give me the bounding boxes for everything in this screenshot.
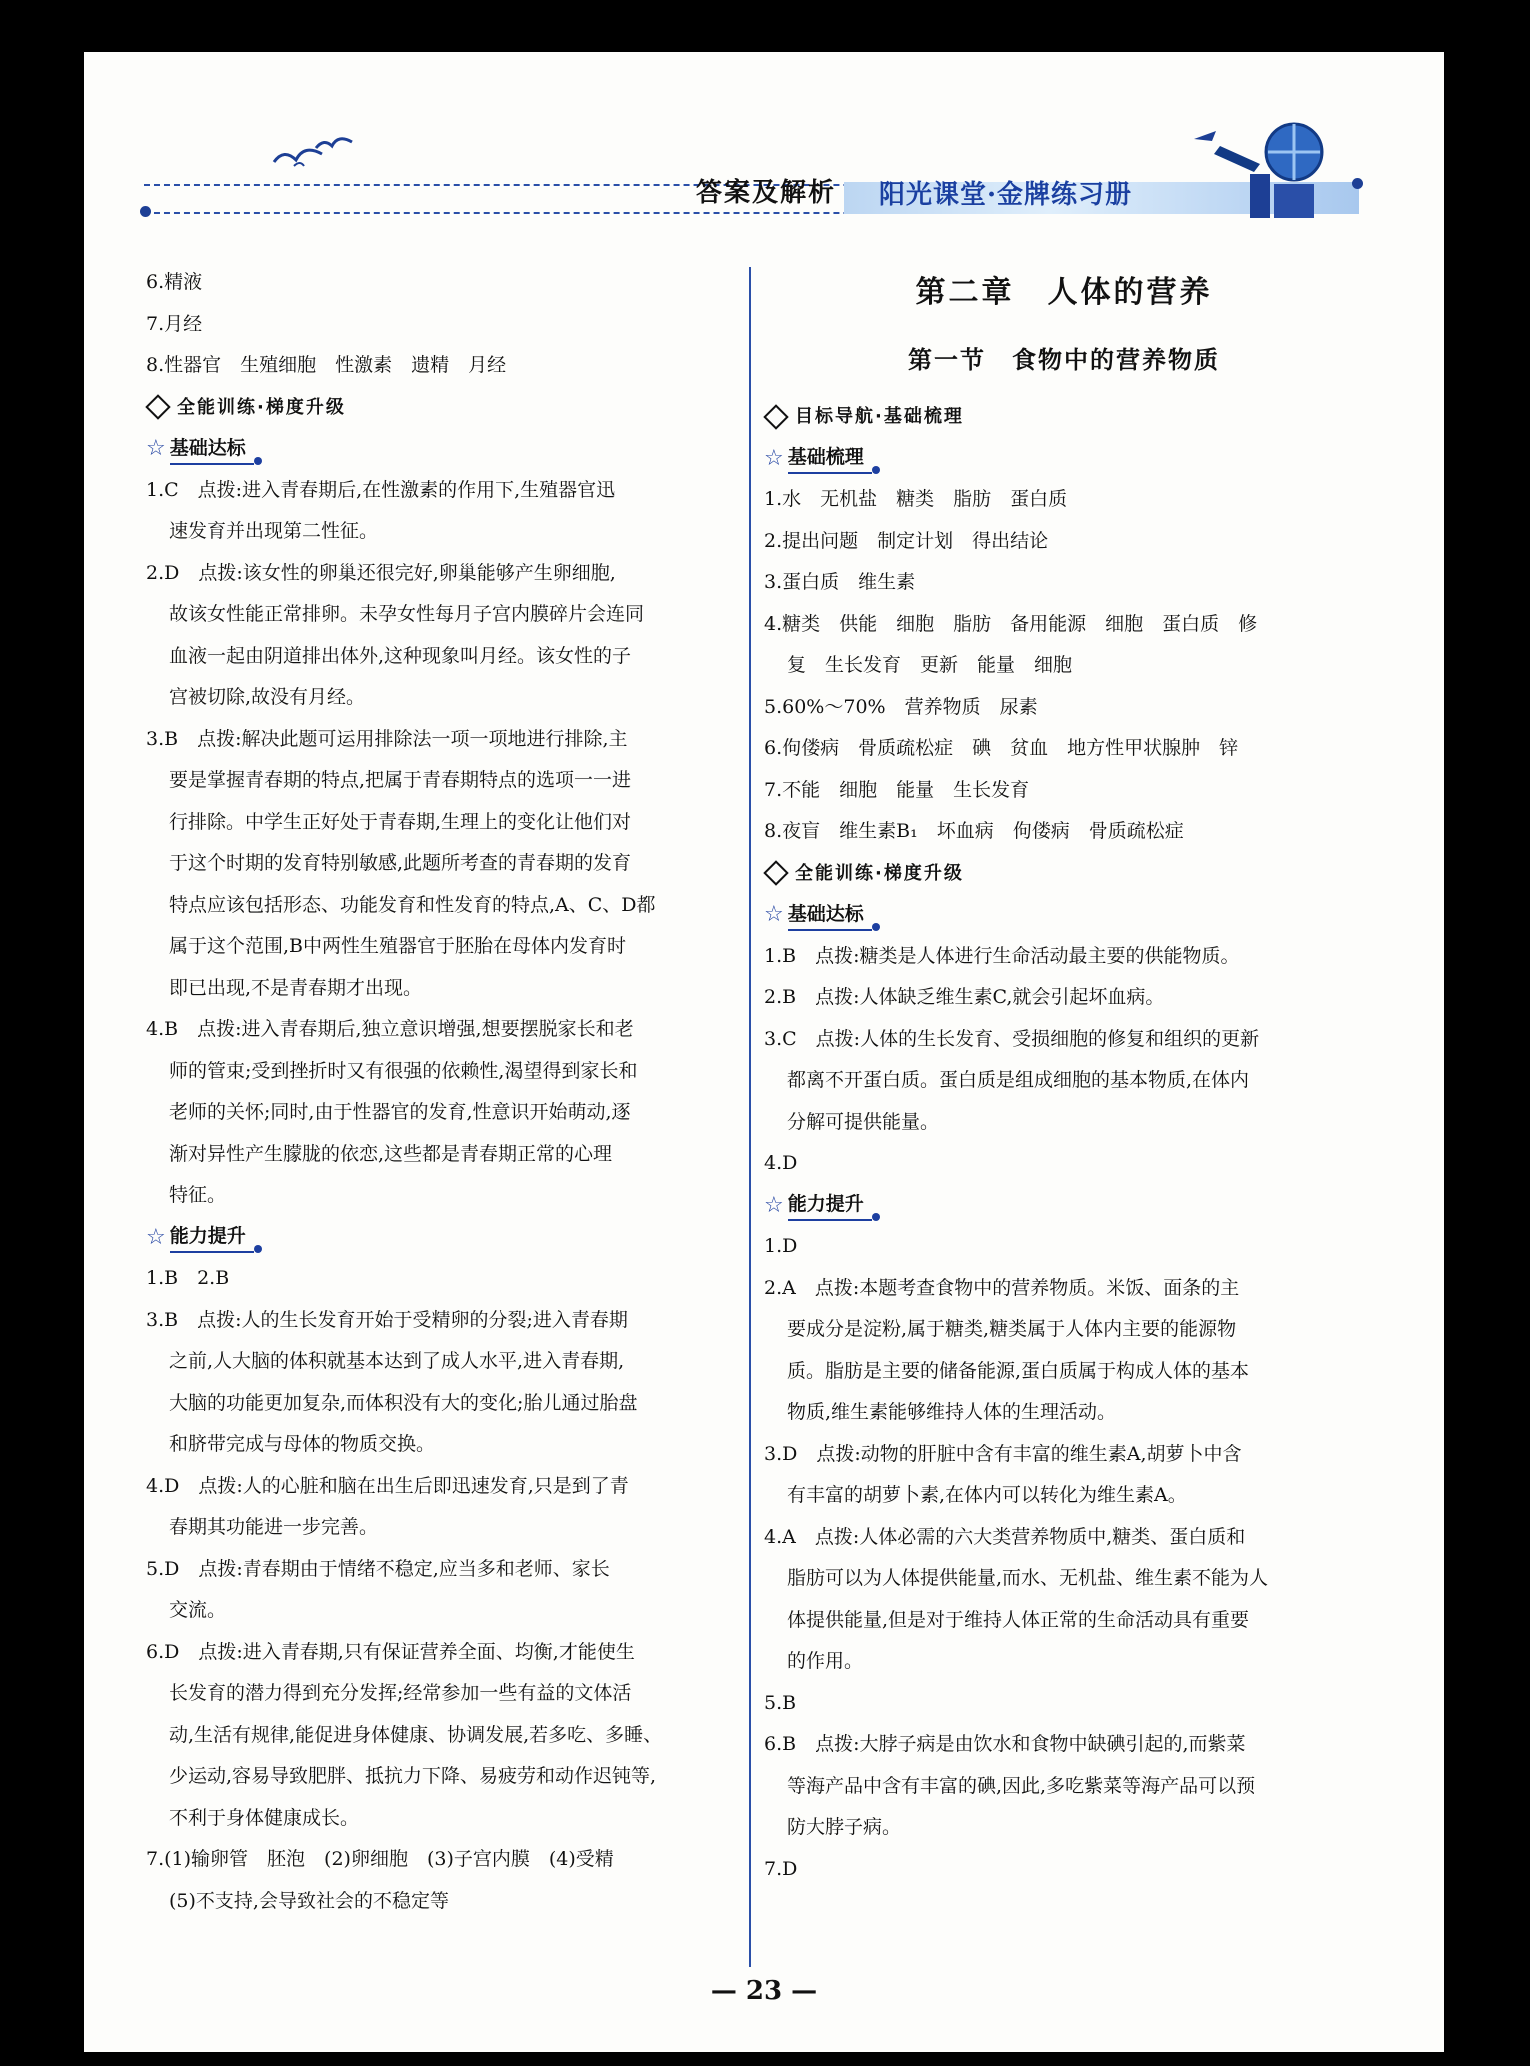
answer-continuation-line: 血液一起由阴道排出体外,这种现象叫月经。该女性的子	[169, 644, 632, 667]
answer-line: 6.佝偻病 骨质疏松症 碘 贫血 地方性甲状腺肿 锌	[764, 737, 1239, 759]
header-left-dot	[140, 206, 151, 217]
underline-dot-icon	[872, 1213, 880, 1221]
answer-line: 3.B 点拨:解决此题可运用排除法一项一项地进行排除,主	[146, 727, 628, 750]
header-answer-title: 答案及解析	[696, 178, 837, 208]
globe-telescope-icon	[1164, 114, 1354, 219]
answer-continuation-line: 物质,维生素能够维持人体的生理活动。	[787, 1401, 1117, 1423]
section-heading	[764, 396, 1364, 438]
answer-line: 4.糖类 供能 细胞 脂肪 备用能源 细胞 蛋白质 修	[764, 612, 1258, 635]
answer-line: 1.水 无机盐 糖类 脂肪 蛋白质	[764, 488, 1068, 510]
answer-continuation-line: 老师的关怀;同时,由于性器官的发育,性意识开始萌动,逐	[169, 1101, 631, 1123]
subsection-label: 基础梳理	[788, 442, 872, 474]
section-heading-label: 全能训练·梯度升级	[177, 396, 346, 418]
answer-continuation-line: 动,生活有规律,能促进身体健康、协调发展,若多吃、多睡、	[169, 1723, 663, 1746]
underline-dot-icon	[872, 466, 880, 474]
section-heading-label: 目标导航·基础梳理	[795, 406, 964, 427]
diamond-icon	[763, 861, 788, 886]
answer-line: 5.60%～70% 营养物质 尿素	[764, 695, 1038, 718]
diamond-icon	[763, 404, 788, 429]
answer-line: 4.B 点拨:进入青春期后,独立意识增强,想要摆脱家长和老	[146, 1018, 634, 1040]
answer-continuation-line: 大脑的功能更加复杂,而体积没有大的变化;胎儿通过胎盘	[169, 1391, 638, 1414]
answer-line: 1.B 点拨:糖类是人体进行生命活动最主要的供能物质。	[764, 944, 1240, 967]
subsection-heading	[764, 894, 1364, 936]
answer-continuation-line: 要是掌握青春期的特点,把属于青春期特点的选项一一进	[169, 769, 632, 791]
answer-continuation-line: 宫被切除,故没有月经。	[169, 686, 366, 708]
subsection-label: 基础达标	[170, 433, 254, 465]
answer-line: 6.精液	[146, 271, 203, 293]
answer-line: 5.B	[764, 1691, 797, 1714]
star-icon: ☆	[764, 445, 784, 471]
right-column	[764, 262, 1364, 1890]
answer-continuation-line: 属于这个范围,B中两性生殖器官于胚胎在母体内发育时	[169, 935, 627, 957]
answer-line: 3.C 点拨:人体的生长发育、受损细胞的修复和组织的更新	[764, 1027, 1260, 1050]
column-divider	[749, 267, 751, 1967]
answer-line: 3.D 点拨:动物的肝脏中含有丰富的维生素A,胡萝卜中含	[764, 1442, 1242, 1465]
answer-line: 3.蛋白质 维生素	[764, 571, 916, 593]
answer-continuation-line: 师的管束;受到挫折时又有很强的依赖性,渴望得到家长和	[169, 1059, 638, 1082]
chapter-title: 第二章 人体的营养	[915, 275, 1213, 310]
answer-continuation-line: 和脐带完成与母体的物质交换。	[169, 1433, 436, 1455]
answer-continuation-line: 特征。	[169, 1184, 227, 1206]
answer-continuation-line: (5)不支持,会导致社会的不稳定等	[169, 1889, 449, 1912]
answer-line: 3.B 点拨:人的生长发育开始于受精卵的分裂;进入青春期	[146, 1308, 628, 1331]
answer-continuation-line: 即已出现,不是青春期才出现。	[169, 976, 423, 999]
answer-line: 7.(1)输卵管 胚泡 (2)卵细胞 (3)子宫内膜 (4)受精	[146, 1848, 614, 1870]
answer-continuation-line: 的作用。	[787, 1650, 864, 1672]
page-number: — 23 —	[710, 1976, 818, 2006]
underline-dot-icon	[254, 457, 262, 465]
answer-page	[84, 52, 1444, 2052]
answer-line: 2.B 点拨:人体缺乏维生素C,就会引起坏血病。	[764, 986, 1165, 1008]
answer-continuation-line: 之前,人大脑的体积就基本达到了成人水平,进入青春期,	[169, 1350, 625, 1372]
answer-line: 8.夜盲 维生素B₁ 坏血病 佝偻病 骨质疏松症	[764, 820, 1184, 842]
answer-continuation-line: 都离不开蛋白质。蛋白质是组成细胞的基本物质,在体内	[787, 1069, 1250, 1091]
section-heading-label: 全能训练·梯度升级	[795, 862, 964, 884]
answer-line: 1.D	[764, 1235, 798, 1257]
answer-continuation-line: 分解可提供能量。	[787, 1110, 940, 1133]
section-heading	[764, 853, 1364, 895]
subsection-label: 基础达标	[788, 899, 872, 931]
answer-line: 6.B 点拨:大脖子病是由饮水和食物中缺碘引起的,而紫菜	[764, 1733, 1246, 1755]
section-heading	[146, 387, 746, 429]
page-header	[144, 122, 1359, 232]
answer-continuation-line: 等海产品中含有丰富的碘,因此,多吃紫菜等海产品可以预	[787, 1774, 1256, 1797]
answer-continuation-line: 不利于身体健康成长。	[169, 1806, 360, 1829]
star-icon: ☆	[146, 1224, 166, 1250]
left-column	[146, 262, 746, 1922]
seagulls-icon	[254, 122, 384, 182]
answer-line: 5.D 点拨:青春期由于情绪不稳定,应当多和老师、家长	[146, 1557, 610, 1580]
answer-line: 4.A 点拨:人体必需的六大类营养物质中,糖类、蛋白质和	[764, 1525, 1246, 1548]
answer-line: 4.D	[764, 1152, 798, 1174]
answer-line: 1.C 点拨:进入青春期后,在性激素的作用下,生殖器官迅	[146, 478, 616, 501]
answer-line: 2.提出问题 制定计划 得出结论	[764, 529, 1049, 552]
answer-continuation-line: 特点应该包括形态、功能发育和性发育的特点,A、C、D都	[169, 893, 656, 916]
diamond-icon	[145, 395, 170, 420]
answer-line: 7.不能 细胞 能量 生长发育	[764, 778, 1030, 801]
subsection-heading	[764, 1185, 1364, 1227]
star-icon: ☆	[764, 902, 784, 927]
answer-line: 2.D 点拨:该女性的卵巢还很完好,卵巢能够产生卵细胞,	[146, 561, 616, 584]
answer-continuation-line: 故该女性能正常排卵。未孕女性每月子宫内膜碎片会连同	[169, 603, 645, 625]
answer-line: 2.A 点拨:本题考查食物中的营养物质。米饭、面条的主	[764, 1276, 1240, 1299]
subsection-label: 能力提升	[788, 1189, 872, 1221]
star-icon: ☆	[764, 1192, 784, 1218]
answer-continuation-line: 长发育的潜力得到充分发挥;经常参加一些有益的文体活	[169, 1682, 632, 1704]
section-title: 第一节 食物中的营养物质	[908, 346, 1220, 374]
answer-continuation-line: 脂肪可以为人体提供能量,而水、无机盐、维生素不能为人	[787, 1567, 1269, 1589]
answer-continuation-line: 速发育并出现第二性征。	[169, 520, 379, 542]
subsection-heading	[146, 1217, 746, 1259]
subsection-heading	[146, 428, 746, 470]
subsection-heading	[764, 438, 1364, 480]
answer-continuation-line: 防大脖子病。	[787, 1816, 902, 1838]
answer-line: 6.D 点拨:进入青春期,只有保证营养全面、均衡,才能使生	[146, 1640, 635, 1663]
answer-line: 7.月经	[146, 312, 203, 335]
header-brand: 阳光课堂·金牌练习册	[879, 180, 1133, 210]
underline-dot-icon	[254, 1245, 262, 1253]
answer-continuation-line: 渐对异性产生朦胧的依恋,这些都是青春期正常的心理	[169, 1142, 613, 1165]
answer-continuation-line: 行排除。中学生正好处于青春期,生理上的变化让他们对	[169, 810, 632, 833]
star-icon: ☆	[146, 436, 166, 461]
underline-dot-icon	[872, 923, 880, 931]
answer-continuation-line: 质。脂肪是主要的储备能源,蛋白质属于构成人体的基本	[787, 1359, 1250, 1382]
answer-continuation-line: 春期其功能进一步完善。	[169, 1516, 379, 1538]
answer-continuation-line: 体提供能量,但是对于维持人体正常的生命活动具有重要	[787, 1608, 1250, 1631]
answer-continuation-line: 交流。	[169, 1599, 227, 1621]
answer-continuation-line: 有丰富的胡萝卜素,在体内可以转化为维生素A。	[787, 1484, 1187, 1506]
answer-continuation-line: 于这个时期的发育特别敏感,此题所考查的青春期的发育	[169, 852, 632, 874]
answer-line: 1.B 2.B	[146, 1267, 230, 1289]
answer-continuation-line: 少运动,容易导致肥胖、抵抗力下降、易疲劳和动作迟钝等,	[169, 1765, 657, 1787]
right-column-lines	[764, 396, 1364, 1890]
answer-continuation-line: 复 生长发育 更新 能量 细胞	[787, 654, 1073, 676]
answer-line: 7.D	[764, 1857, 798, 1880]
subsection-label: 能力提升	[170, 1221, 254, 1253]
answer-line: 8.性器官 生殖细胞 性激素 遗精 月经	[146, 354, 507, 376]
answer-line: 4.D 点拨:人的心脏和脑在出生后即迅速发育,只是到了青	[146, 1474, 629, 1497]
answer-continuation-line: 要成分是淀粉,属于糖类,糖类属于人体内主要的能源物	[787, 1318, 1237, 1340]
